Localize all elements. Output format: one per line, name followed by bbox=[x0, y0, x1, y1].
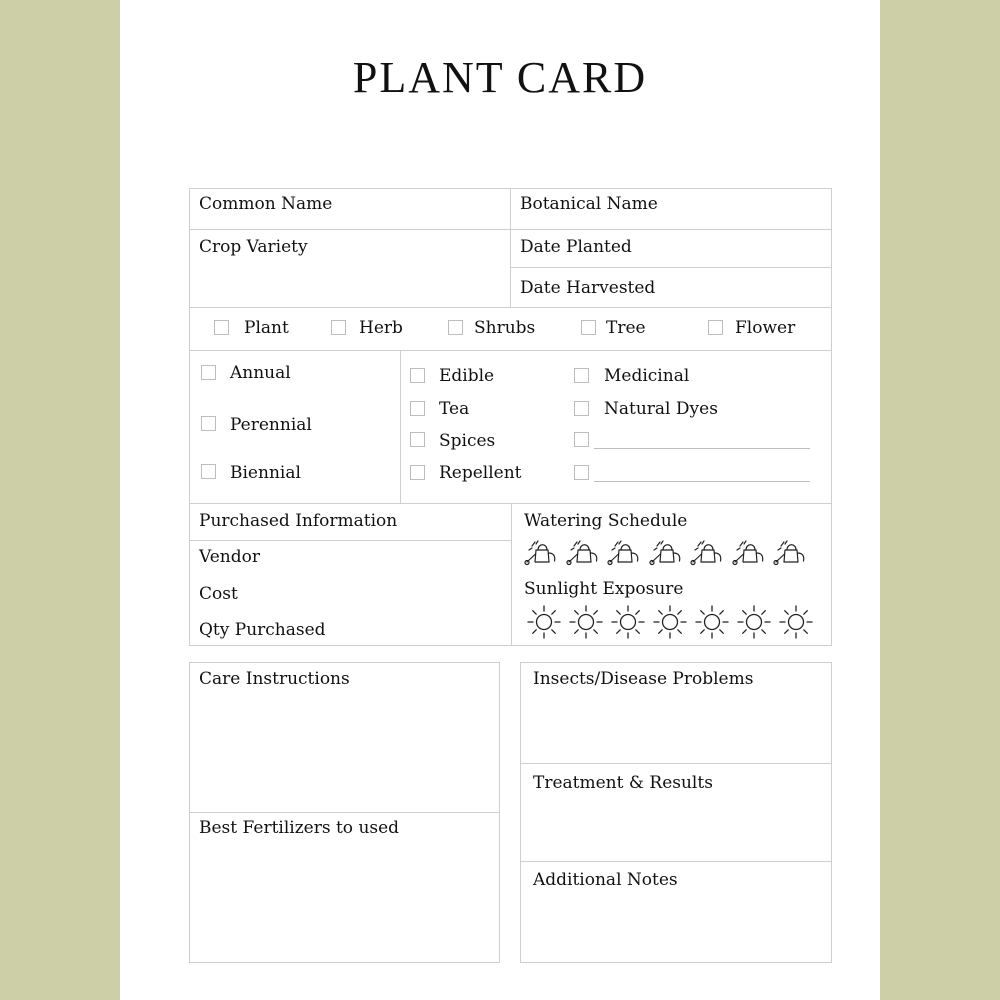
sunlight-heading: Sunlight Exposure bbox=[524, 579, 684, 599]
use-label: Natural Dyes bbox=[604, 399, 718, 419]
sun-icon[interactable] bbox=[569, 605, 603, 643]
vendor-label: Vendor bbox=[199, 547, 260, 567]
sun-icon[interactable] bbox=[737, 605, 771, 643]
watering-can-icon[interactable] bbox=[773, 538, 809, 574]
lifecycle-label: Annual bbox=[230, 363, 291, 383]
checkbox-natural-dyes[interactable] bbox=[574, 401, 589, 416]
checkbox-medicinal[interactable] bbox=[574, 368, 589, 383]
plant-card-page bbox=[120, 0, 880, 1000]
plant-type-label: Shrubs bbox=[474, 318, 536, 338]
problems-box bbox=[520, 662, 832, 963]
watering-can-icon[interactable] bbox=[566, 538, 602, 574]
sun-icon[interactable] bbox=[653, 605, 687, 643]
checkbox-herb[interactable] bbox=[331, 320, 346, 335]
checkbox-custom-1[interactable] bbox=[574, 432, 589, 447]
use-label: Tea bbox=[439, 399, 470, 419]
watering-can-icon[interactable] bbox=[690, 538, 726, 574]
botanical-name-label: Botanical Name bbox=[520, 194, 658, 214]
watering-can-icon[interactable] bbox=[524, 538, 560, 574]
sun-icon[interactable] bbox=[527, 605, 561, 643]
checkbox-flower[interactable] bbox=[708, 320, 723, 335]
watering-can-icon[interactable] bbox=[649, 538, 685, 574]
lifecycle-label: Biennial bbox=[230, 463, 301, 483]
watering-can-icon[interactable] bbox=[732, 538, 768, 574]
checkbox-biennial[interactable] bbox=[201, 464, 216, 479]
fertilizers-label: Best Fertilizers to used bbox=[199, 818, 400, 838]
checkbox-annual[interactable] bbox=[201, 365, 216, 380]
treatment-label: Treatment & Results bbox=[533, 773, 713, 793]
use-label: Edible bbox=[439, 366, 495, 386]
custom-use-line[interactable] bbox=[594, 448, 810, 449]
checkbox-plant[interactable] bbox=[214, 320, 229, 335]
page-title: PLANT CARD bbox=[352, 53, 648, 102]
date-harvested-label: Date Harvested bbox=[520, 278, 656, 298]
checkbox-edible[interactable] bbox=[410, 368, 425, 383]
checkbox-tea[interactable] bbox=[410, 401, 425, 416]
cost-label: Cost bbox=[199, 584, 238, 604]
sun-icon[interactable] bbox=[695, 605, 729, 643]
notes-label: Additional Notes bbox=[533, 870, 678, 890]
checkbox-custom-2[interactable] bbox=[574, 465, 589, 480]
custom-use-line[interactable] bbox=[594, 481, 810, 482]
checkbox-perennial[interactable] bbox=[201, 416, 216, 431]
qty-label: Qty Purchased bbox=[199, 620, 326, 640]
plant-type-label: Herb bbox=[359, 318, 403, 338]
plant-type-label: Flower bbox=[735, 318, 796, 338]
purchased-info-heading: Purchased Information bbox=[199, 511, 398, 531]
checkbox-shrubs[interactable] bbox=[448, 320, 463, 335]
checkbox-spices[interactable] bbox=[410, 432, 425, 447]
insects-label: Insects/Disease Problems bbox=[533, 669, 754, 689]
plant-type-label: Plant bbox=[244, 318, 289, 338]
use-label: Repellent bbox=[439, 463, 522, 483]
checkbox-tree[interactable] bbox=[581, 320, 596, 335]
watering-can-icon[interactable] bbox=[607, 538, 643, 574]
date-planted-label: Date Planted bbox=[520, 237, 632, 257]
use-label: Medicinal bbox=[604, 366, 690, 386]
use-label: Spices bbox=[439, 431, 496, 451]
watering-heading: Watering Schedule bbox=[524, 511, 688, 531]
care-instructions-label: Care Instructions bbox=[199, 669, 350, 689]
plant-type-label: Tree bbox=[606, 318, 646, 338]
checkbox-repellent[interactable] bbox=[410, 465, 425, 480]
lifecycle-label: Perennial bbox=[230, 415, 312, 435]
crop-variety-label: Crop Variety bbox=[199, 237, 308, 257]
sun-icon[interactable] bbox=[611, 605, 645, 643]
sun-icon[interactable] bbox=[779, 605, 813, 643]
common-name-label: Common Name bbox=[199, 194, 333, 214]
